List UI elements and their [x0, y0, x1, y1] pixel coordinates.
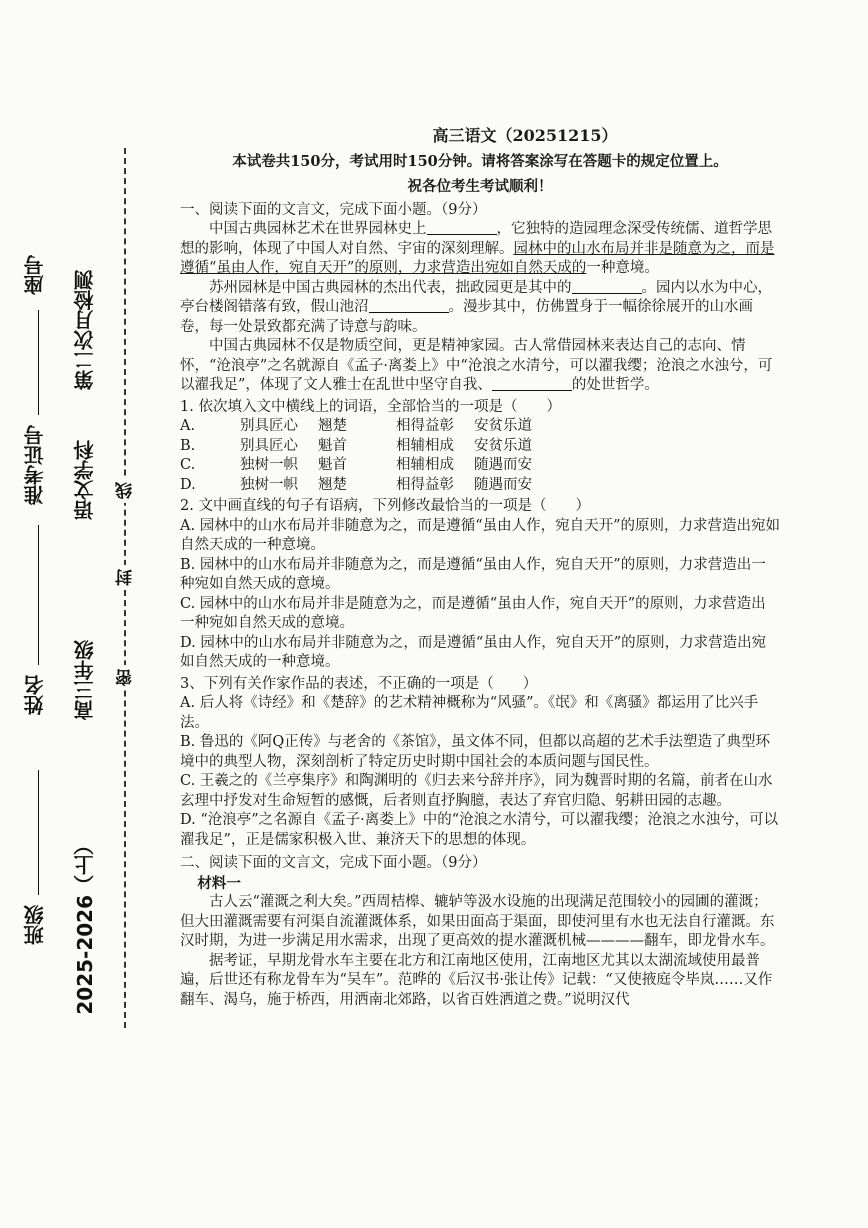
option-cell: 相得益彰 — [396, 476, 454, 493]
exam-content — [180, 126, 780, 1010]
seal-mi: 密 — [113, 665, 138, 690]
fill-blank-4 — [492, 376, 572, 391]
option-cell: 魁首 — [318, 457, 347, 473]
name-label: 姓名 — [23, 675, 47, 715]
option-cell: 翘楚 — [318, 418, 347, 434]
question-1-option-row — [180, 456, 780, 476]
question-3-option: A. 后人将《诗经》和《楚辞》的艺术精神概称为“风骚”。《氓》和《离骚》都运用了比兴手法。 — [180, 695, 759, 731]
option-cell: 相辅相成 — [396, 457, 454, 473]
option-cell: 别具匠心 — [240, 418, 298, 434]
grade-label: 高三年级 — [73, 640, 97, 720]
section1-heading: 一、阅读下面的文言文，完成下面小题。（9分） — [180, 201, 487, 218]
class-label: 班级 — [23, 905, 47, 945]
year-label: 2025-2026（上） — [73, 835, 97, 1015]
text-span: 中国古典园林不仅是物质空间，更是精神家园。古人常借园林来表达自己的志向、情怀，“沧浪亭”之名就源自《孟子·离娄上》中“沧浪之水清兮，可以濯我缨；沧浪之水浊兮，可以濯我足”，体现了文人雅士在乱世中坚守自我、 — [180, 338, 773, 393]
material-label: 材料一 — [197, 874, 241, 892]
question-3: 3、下列有关作家作品的表述，不正确的一项是（ ） — [180, 675, 538, 692]
exam-title: 高三语文（20251215） — [432, 126, 618, 145]
text-span: 的处世哲学。 — [571, 377, 659, 393]
option-cell: 魁首 — [318, 437, 347, 454]
section1-paragraph-2 — [180, 279, 780, 338]
exam-id-blank — [38, 310, 39, 415]
option-cell: 别具匠心 — [240, 437, 298, 454]
option-cell: 安贫乐道 — [474, 437, 532, 454]
class-blank — [38, 770, 39, 895]
text-span: ，它独特的造园理念深受传统儒、道哲学思想的影响，体现了中国人对自然、宇宙的深刻理解。 — [180, 221, 772, 257]
question-1: 1. 依次填入文中横线上的词语，全部恰当的一项是（ ） — [180, 398, 561, 415]
option-cell: C. — [180, 457, 196, 473]
seal-feng: 封 — [113, 565, 138, 590]
subject-label: 语文学科 — [73, 440, 97, 520]
question-3-option: D. “沧浪亭”之名源自《孟子·离娄上》中的“沧浪之水清兮，可以濯我缨；沧浪之水浊兮，可以濯我足”，正是儒家积极入世、兼济天下的思想的体现。 — [180, 812, 779, 848]
fill-blank-1 — [427, 220, 497, 235]
option-cell: A. — [180, 418, 196, 434]
option-cell: 独树一帜 — [240, 457, 298, 473]
question-2: 2. 文中画直线的句子有语病，下列修改最恰当的一项是（ ） — [180, 498, 590, 514]
text-span: 一种意境。 — [586, 260, 659, 276]
seal-xian: 线 — [113, 478, 138, 503]
option-cell: 随遇而安 — [474, 476, 532, 493]
option-cell: 相得益彰 — [396, 418, 454, 434]
question-2-option: C. 园林中的山水布局并非是随意为之，而是遵循“虽由人作，宛自天开”的原则，力求营造出一种宛如自然天成的意境。 — [180, 595, 766, 631]
option-cell: D. — [180, 476, 196, 493]
exam-instruction: 本试卷共150分，考试用时150分钟。请将答案涂写在答题卡的规定位置上。 — [232, 152, 728, 170]
option-cell: B. — [180, 437, 196, 454]
section1-paragraph-1 — [180, 220, 780, 279]
question-2-option: A. 园林中的山水布局并非随意为之，而是遵循“虽由人作，宛自天开”的原则，力求营造出宛如自然天成的一种意境。 — [180, 517, 781, 553]
option-cell: 相辅相成 — [396, 437, 454, 454]
fill-blank-2 — [572, 279, 642, 294]
question-1-option-row — [180, 417, 780, 437]
text-span: 。漫步其中，仿佛置身于一幅徐徐展开的山水画卷，每一处景致都充满了诗意与韵味。 — [180, 299, 753, 335]
question-1-option-row — [180, 476, 780, 496]
question-1-option-row — [180, 437, 780, 457]
question-2-option: D. 园林中的山水布局并非随意为之，而是遵循“虽由人作，宛自天开”的原则，力求营造出宛如自然天成的一种意境。 — [180, 634, 767, 670]
exam-label: 第二次月检测 — [73, 270, 97, 390]
exam-wish: 祝各位考生考试顺利！ — [407, 178, 553, 195]
question-1-options — [180, 417, 780, 495]
text-span: 苏州园林是中国古典园林的杰出代表，拙政园更是其中的 — [209, 279, 572, 296]
section1-paragraph-3 — [180, 337, 780, 396]
seat-label: 座号 — [23, 255, 47, 295]
question-2-option: B. 园林中的山水布局并非随意为之，而是遵循“虽由人作，宛自天开”的原则，力求营造出一种宛如自然天成的意境。 — [180, 556, 766, 592]
section2-heading: 二、阅读下面的文言文，完成下面小题。（9分） — [180, 855, 487, 871]
underlined-sentence: 园林中的山水布局并非是随意为之，而是遵循“虽由人作，宛自天开”的原则，力求营造出宛如自然天成的 — [180, 240, 775, 276]
text-span: 。园内以水为中心，亭台楼阁错落有致，假山池沼 — [180, 279, 772, 315]
option-cell: 独树一帜 — [240, 476, 298, 493]
question-2-options — [180, 517, 780, 673]
option-cell: 安贫乐道 — [474, 418, 532, 434]
question-3-options — [180, 694, 780, 850]
option-cell: 随遇而安 — [474, 457, 532, 473]
section2-paragraph-1: 古人云“灌溉之利大矣。”西周桔槔、辘轳等汲水设施的出现满足范围较小的园圃的灌溉；但大田灌溉需要有河渠自流灌溉体系，如果田面高于渠面，即使河里有水也无法自行灌溉。东汉时期，为进一步满足用水需求，出现了更高效的提水灌溉机械————翻车，即龙骨水车。 — [180, 894, 775, 949]
text-span: 中国古典园林艺术在世界园林史上 — [209, 221, 427, 237]
fill-blank-3 — [369, 298, 449, 313]
question-3-option: C. 王羲之的《兰亭集序》和陶渊明的《归去来兮辞并序》，同为魏晋时期的名篇，前者在山水玄理中抒发对生命短暂的感慨，后者则直抒胸臆，表达了弃官归隐、躬耕田园的志趣。 — [180, 773, 773, 809]
section2-paragraph-2: 据考证，早期龙骨水车主要在北方和江南地区使用，江南地区尤其以太湖流域使用最普遍，后世还有称龙骨车为“吴车”。范晔的《后汉书·张让传》记载：“又使掖庭令毕岚……又作翻车、渴乌，施于桥西，用洒南北郊路，以省百姓洒道之费。”说明汉代 — [180, 952, 773, 1008]
name-blank — [38, 525, 39, 665]
exam-id-label: 准考证号 — [23, 425, 47, 505]
option-cell: 翘楚 — [318, 476, 347, 493]
question-3-option: B. 鲁迅的《阿Q正传》与老舍的《茶馆》，虽文体不同，但都以高超的艺术手法塑造了典型环境中的典型人物，深刻剖析了特定历史时期中国社会的本质问题与国民性。 — [180, 734, 771, 770]
